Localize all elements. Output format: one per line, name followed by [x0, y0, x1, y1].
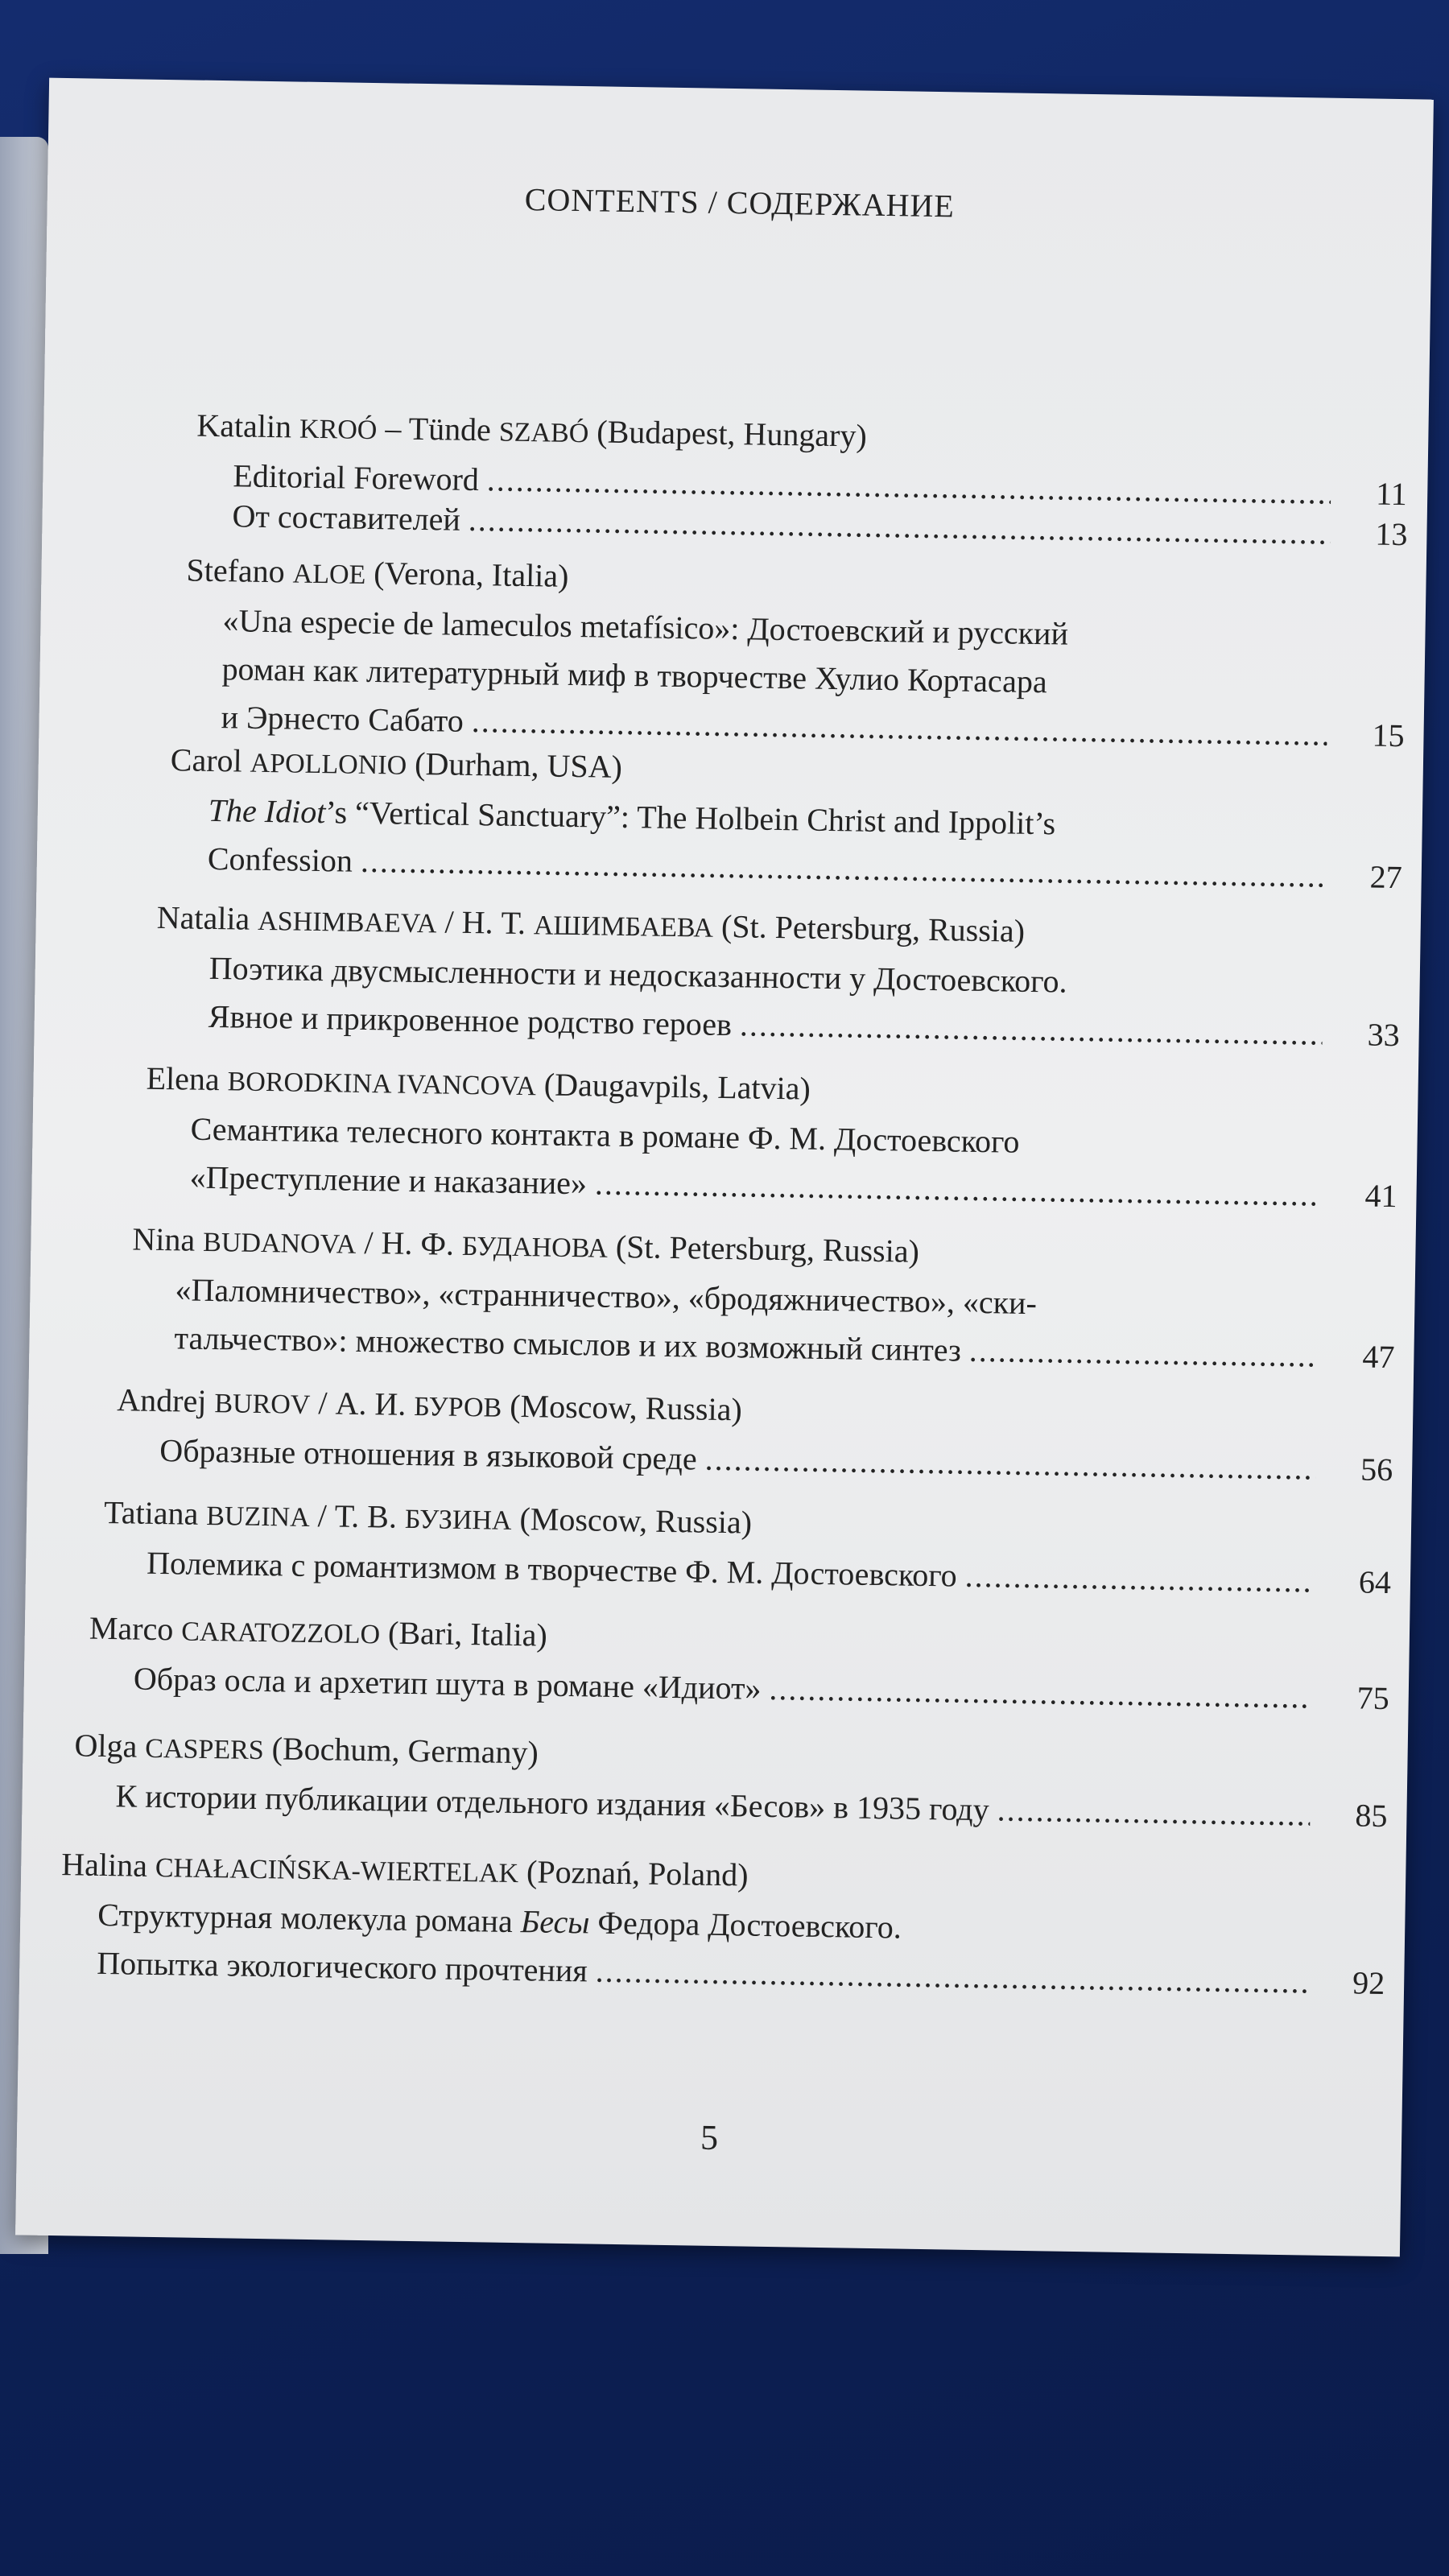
toc-entry-ashimbaeva [34, 893, 1421, 1060]
contents-list [15, 78, 1434, 2257]
entry-author: Stefano ALOE (Verona, Italia) [186, 551, 569, 594]
page-number: 92 [1352, 1964, 1385, 2002]
page-number: 56 [1360, 1451, 1393, 1488]
page-number: 27 [1369, 858, 1403, 896]
entry-title-line: «Преступление и наказание» ..... 41 [31, 1150, 1417, 1220]
entry-title-line: Полемика с романтизмом в творчестве Ф. М. Достоевского ..... 64 [26, 1537, 1411, 1607]
entry-author: Elena BORODKINA IVANCOVA (Daugavpils, Latvia) [146, 1059, 811, 1107]
entry-title-line: и Эрнесто Сабато ..... 15 [39, 691, 1424, 761]
entry-title-line: роман как литературный миф в творчестве Хулио Кортасара [221, 650, 1048, 700]
toc-entry-caspers [22, 1721, 1408, 1840]
entry-author: Nina BUDANOVA / Н. Ф. БУДАНОВА (St. Petersburg, Russia) [132, 1220, 920, 1269]
entry-author: Katalin KROÓ – Tünde SZABÓ (Budapest, Hungary) [196, 407, 868, 454]
entry-author: Olga CASPERS (Bochum, Germany) [74, 1727, 539, 1771]
toc-entry-caratozzolo [23, 1604, 1410, 1723]
page-number: 11 [1375, 475, 1408, 513]
toc-entry-kroo-szabo [42, 400, 1428, 559]
entry-title-line: Попытка экологического прочтения ..... 92 [19, 1938, 1405, 2008]
page-title: CONTENTS / СОДЕРЖАНИЕ [524, 180, 956, 225]
toc-entry-chalacinska-wiertelak [19, 1840, 1406, 2008]
page-number: 33 [1367, 1016, 1401, 1054]
entry-title-line: Структурная молекула романа Бесы Федора Достоевского. [97, 1896, 902, 1946]
page-number: 85 [1355, 1797, 1388, 1835]
entry-author: Andrej BUROV / А. И. БУРОВ (Moscow, Russia) [117, 1381, 743, 1428]
entry-title-line: Явное и прикровенное родство героев ..... 33 [34, 990, 1419, 1060]
entry-title-line: Семантика телесного контакта в романе Ф. М. Достоевского [190, 1110, 1020, 1160]
toc-entry-aloe [39, 545, 1426, 761]
toc-entry-buzina [26, 1488, 1412, 1607]
page-number: 15 [1372, 716, 1405, 754]
entry-title-line: Поэтика двусмысленности и недосказанности у Достоевского. [208, 949, 1067, 1000]
entry-title-line: Confession ..... 27 [36, 832, 1422, 902]
entry-title-line: Образные отношения в языковой среде ..... 56 [27, 1424, 1413, 1494]
entry-title-line: К истории публикации отдельного издания «Бесов» в 1935 году ..... 85 [22, 1770, 1407, 1840]
entry-author: Halina CHAŁACIŃSKA-WIERTELAK (Poznań, Poland) [60, 1846, 749, 1893]
entry-title-line: «Una especie de lameculos metafísico»: Достоевский и русский [222, 602, 1069, 652]
entry-author: Marco CARATOZZOLO (Bari, Italia) [89, 1609, 548, 1653]
book-page [15, 78, 1434, 2257]
page-number: 64 [1358, 1563, 1392, 1601]
folio-page-number: 5 [700, 2117, 719, 2158]
entry-author: Carol APOLLONIO (Durham, USA) [170, 741, 623, 785]
page-number: 47 [1362, 1338, 1395, 1376]
toc-entry-borodkina-ivancova [31, 1054, 1418, 1221]
entry-author: Tatiana BUZINA / Т. В. БУЗИНА (Moscow, Russia) [103, 1493, 753, 1541]
toc-entry-burov [27, 1375, 1414, 1494]
entry-title-line: «Паломничество», «странничество», «бродяжничество», «ски- [175, 1271, 1038, 1322]
page-number: 13 [1375, 515, 1408, 553]
page-number: 75 [1356, 1679, 1390, 1717]
entry-author: Natalia ASHIMBAEVA / Н. Т. АШИМБАЕВА (St. Petersburg, Russia) [156, 898, 1026, 949]
toc-entry-budanova [29, 1214, 1416, 1381]
entry-title-line: От составителей ..... 13 [42, 489, 1427, 559]
entry-title-line: Editorial Foreword ..... 11 [43, 449, 1428, 519]
page-number: 41 [1364, 1177, 1397, 1215]
toc-entry-apollonio [36, 735, 1423, 902]
entry-title-line: Образ осла и архетип шута в романе «Идиот» ..... 75 [23, 1653, 1409, 1723]
entry-title-line: The Idiot’s “Vertical Sanctuary”: The Holbein Christ and Ippolit’s [208, 791, 1056, 842]
entry-title-line: тальчество»: множество смыслов и их возможный синтез ..... 47 [29, 1311, 1414, 1381]
